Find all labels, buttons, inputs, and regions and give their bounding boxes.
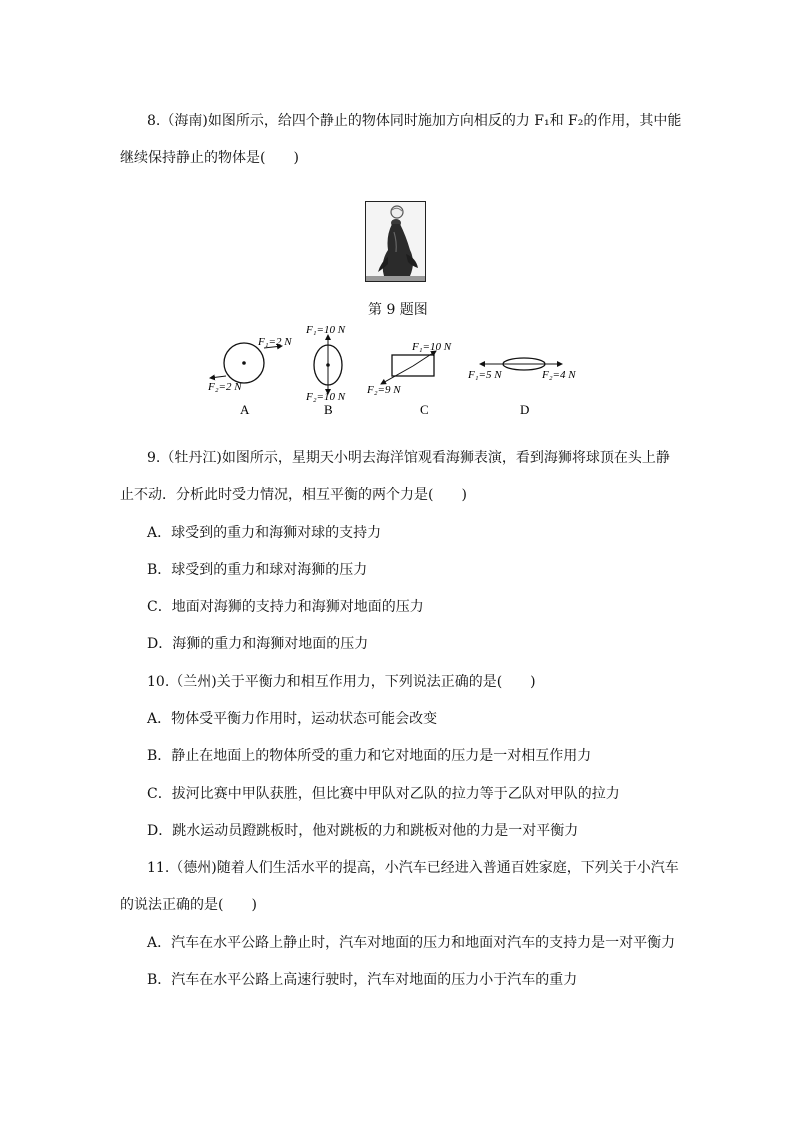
c-f2-label: F₂=9 N bbox=[367, 384, 401, 396]
force-arrow-f1 bbox=[413, 351, 436, 366]
c-f1-label: F₁=10 N bbox=[412, 341, 452, 353]
d-f2-label: F₂=4 N bbox=[542, 369, 576, 381]
q9-option-c: C．地面对海狮的支持力和海狮对地面的压力 bbox=[147, 599, 424, 615]
q11-option-b: B．汽车在水平公路上高速行驶时，汽车对地面的压力小于汽车的重力 bbox=[147, 972, 578, 988]
q10-option-c: C．拔河比赛中甲队获胜，但比赛中甲队对乙队的拉力等于乙队对甲队的拉力 bbox=[147, 786, 620, 802]
diagram-c bbox=[366, 341, 452, 417]
q8-line1: 8.（海南)如图所示，给四个静止的物体同时施加方向相反的力 F₁和 F₂的作用，其中能 bbox=[147, 113, 682, 129]
q11-line2: 的说法正确的是( ) bbox=[120, 897, 257, 913]
b-f1-label: F₁=10 N bbox=[306, 324, 346, 336]
b-option-label: B bbox=[324, 402, 333, 417]
d-option-label: D bbox=[520, 402, 530, 417]
b-f2-label: F₂=10 N bbox=[306, 391, 346, 403]
sea-lion-image bbox=[365, 201, 426, 282]
d-f1-label: F₁=5 N bbox=[468, 369, 502, 381]
force-arrow-f2 bbox=[381, 366, 413, 384]
diagram-b bbox=[305, 324, 346, 417]
a-f2-label: F₂=2 N bbox=[208, 381, 242, 393]
diagram-a bbox=[207, 336, 292, 417]
sea-lion-icon bbox=[366, 202, 425, 281]
a-f1-label: F₁=2 N bbox=[258, 336, 292, 348]
diagram-d bbox=[467, 358, 576, 417]
q10-option-a: A．物体受平衡力作用时，运动状态可能会改变 bbox=[147, 711, 438, 727]
q10-line1: 10.（兰州)关于平衡力和相互作用力，下列说法正确的是( ) bbox=[147, 674, 536, 690]
q8-line2: 继续保持静止的物体是( ) bbox=[120, 150, 299, 166]
q9-line1: 9.（牡丹江)如图所示，星期天小明去海洋馆观看海狮表演，看到海狮将球顶在头上静 bbox=[147, 450, 670, 466]
q9-line2: 止不动．分析此时受力情况，相互平衡的两个力是( ) bbox=[120, 487, 467, 503]
q10-option-d: D．跳水运动员蹬跳板时，他对跳板的力和跳板对他的力是一对平衡力 bbox=[147, 823, 579, 839]
force-arrow-f2 bbox=[210, 376, 226, 378]
q9-option-b: B．球受到的重力和球对海狮的压力 bbox=[147, 562, 368, 578]
c-option-label: C bbox=[420, 402, 429, 417]
q9-option-d: D．海狮的重力和海狮对地面的压力 bbox=[147, 636, 369, 652]
a-option-label: A bbox=[240, 402, 250, 417]
q10-option-b: B．静止在地面上的物体所受的重力和它对地面的压力是一对相互作用力 bbox=[147, 748, 592, 764]
q9-option-a: A．球受到的重力和海狮对球的支持力 bbox=[147, 525, 382, 541]
q11-line1: 11.（德州)随着人们生活水平的提高，小汽车已经进入普通百姓家庭，下列关于小汽车 bbox=[147, 860, 679, 876]
q11-option-a: A．汽车在水平公路上静止时，汽车对地面的压力和地面对汽车的支持力是一对平衡力 bbox=[147, 935, 676, 951]
figure9-caption: 第 9 题图 bbox=[368, 302, 428, 318]
force-diagrams bbox=[200, 320, 600, 420]
